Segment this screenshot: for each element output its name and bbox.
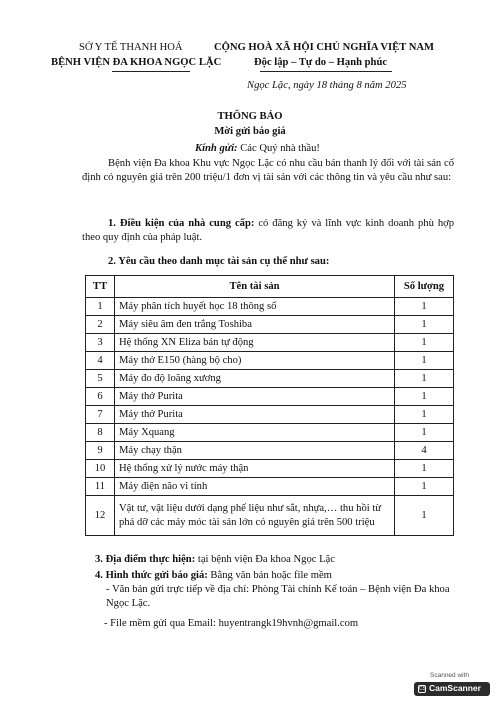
asset-quantity: 1 — [395, 298, 454, 316]
asset-quantity: 1 — [395, 370, 454, 388]
asset-name: Máy phân tích huyết học 18 thông số — [115, 298, 395, 316]
row-number: 9 — [86, 442, 115, 460]
asset-quantity: 1 — [395, 388, 454, 406]
asset-name: Máy siêu âm đen trắng Toshiba — [115, 316, 395, 334]
asset-name: Máy đo độ loãng xương — [115, 370, 395, 388]
asset-name: Vật tư, vật liệu dưới dạng phế liệu như sắt, nhựa,… thu hồi từ phá dỡ các máy móc tài sản lớn có nguyên giá trên 500 triệu — [115, 496, 395, 536]
row-number: 12 — [86, 496, 115, 536]
table-row — [86, 442, 454, 460]
recipient-label: Kính gửi: — [195, 143, 238, 154]
asset-quantity: 1 — [395, 406, 454, 424]
table-row — [86, 388, 454, 406]
section-4 — [95, 569, 332, 583]
camscanner-watermark — [410, 672, 492, 698]
header-quantity: Số lượng — [395, 276, 454, 298]
section-1 — [82, 217, 454, 245]
row-number: 3 — [86, 334, 115, 352]
table-row — [86, 460, 454, 478]
asset-quantity: 1 — [395, 316, 454, 334]
table-row — [86, 298, 454, 316]
row-number: 4 — [86, 352, 115, 370]
watermark-caption: Scanned with — [430, 672, 470, 679]
section-1-label: 1. Điều kiện của nhà cung cấp: — [108, 218, 255, 229]
asset-quantity: 1 — [395, 352, 454, 370]
table-row — [86, 478, 454, 496]
asset-name: Máy Xquang — [115, 424, 395, 442]
asset-table — [85, 275, 454, 536]
table-row — [86, 406, 454, 424]
asset-quantity: 4 — [395, 442, 454, 460]
asset-quantity: 1 — [395, 460, 454, 478]
hospital-underline — [112, 71, 190, 72]
row-number: 8 — [86, 424, 115, 442]
row-number: 6 — [86, 388, 115, 406]
header-tt: TT — [86, 276, 115, 298]
department-name: SỞ Y TẾ THANH HOÁ — [79, 42, 183, 53]
section-4-label: 4. Hình thức gửi báo giá: — [95, 570, 208, 581]
table-row — [86, 370, 454, 388]
table-row — [86, 352, 454, 370]
section-3 — [95, 553, 335, 567]
row-number: 10 — [86, 460, 115, 478]
recipient-line — [195, 142, 320, 156]
section-4-text: Bằng văn bản hoặc file mềm — [207, 570, 332, 581]
recipient-text: Các Quý nhà thầu! — [237, 143, 320, 154]
section-1-text: có đăng ký và lĩnh vực kinh doanh phù hợp theo quy định của pháp luật. — [82, 218, 455, 243]
asset-name: Hệ thống xử lý nước máy thận — [115, 460, 395, 478]
asset-quantity: 1 — [395, 424, 454, 442]
asset-name: Máy thở Purita — [115, 406, 395, 424]
table-header-row — [86, 276, 454, 298]
section-2-label: 2. Yêu cầu theo danh mục tài sản cụ thể như sau: — [108, 256, 330, 267]
asset-quantity: 1 — [395, 478, 454, 496]
document-subtitle: Mời gửi báo giá — [214, 126, 286, 137]
asset-name: Hệ thống XN Eliza bán tự động — [115, 334, 395, 352]
section-4-detail-address: - Văn bản gửi trực tiếp về địa chỉ: Phòng Tài chính Kế toán – Bệnh viện Đa khoa Ngọc Lặc. — [106, 584, 450, 609]
issue-date: Ngọc Lặc, ngày 18 tháng 8 năm 2025 — [247, 80, 407, 91]
section-4-detail-email: - File mềm gửi qua Email: huyentrangk19hvnh@gmail.com — [104, 618, 359, 629]
row-number: 5 — [86, 370, 115, 388]
document-title: THÔNG BÁO — [217, 111, 283, 122]
national-title: CỘNG HOÀ XÃ HỘI CHỦ NGHĨA VIỆT NAM — [214, 42, 435, 53]
asset-quantity: 1 — [395, 334, 454, 352]
watermark-brand: CamScanner — [429, 683, 481, 693]
asset-name: Máy thở Purita — [115, 388, 395, 406]
watermark-badge — [414, 682, 490, 696]
motto-underline — [260, 71, 392, 72]
table-row — [86, 496, 454, 536]
table-row — [86, 316, 454, 334]
table-row — [86, 424, 454, 442]
asset-name: Máy điện não vi tính — [115, 478, 395, 496]
camscanner-logo-icon: CS — [419, 686, 426, 692]
table-row — [86, 334, 454, 352]
intro-paragraph: Bệnh viện Đa khoa Khu vực Ngọc Lặc có nhu cầu bán thanh lý đối với tài sản cố định có nguyên giá trên 200 triệu/1 đơn vị tài sản với các thông tin và yêu cầu như sau: — [82, 158, 454, 183]
section-3-label: 3. Địa điểm thực hiện: — [95, 554, 196, 565]
national-motto: Độc lập – Tự do – Hạnh phúc — [254, 57, 388, 68]
asset-name: Máy thở E150 (hàng bộ cho) — [115, 352, 395, 370]
row-number: 7 — [86, 406, 115, 424]
row-number: 2 — [86, 316, 115, 334]
header-asset-name: Tên tài sản — [115, 276, 395, 298]
asset-quantity: 1 — [395, 496, 454, 536]
row-number: 1 — [86, 298, 115, 316]
row-number: 11 — [86, 478, 115, 496]
hospital-name: BỆNH VIỆN ĐA KHOA NGỌC LẶC — [51, 57, 222, 68]
asset-name: Máy chạy thận — [115, 442, 395, 460]
section-3-text: tại bệnh viện Đa khoa Ngọc Lặc — [195, 554, 335, 565]
